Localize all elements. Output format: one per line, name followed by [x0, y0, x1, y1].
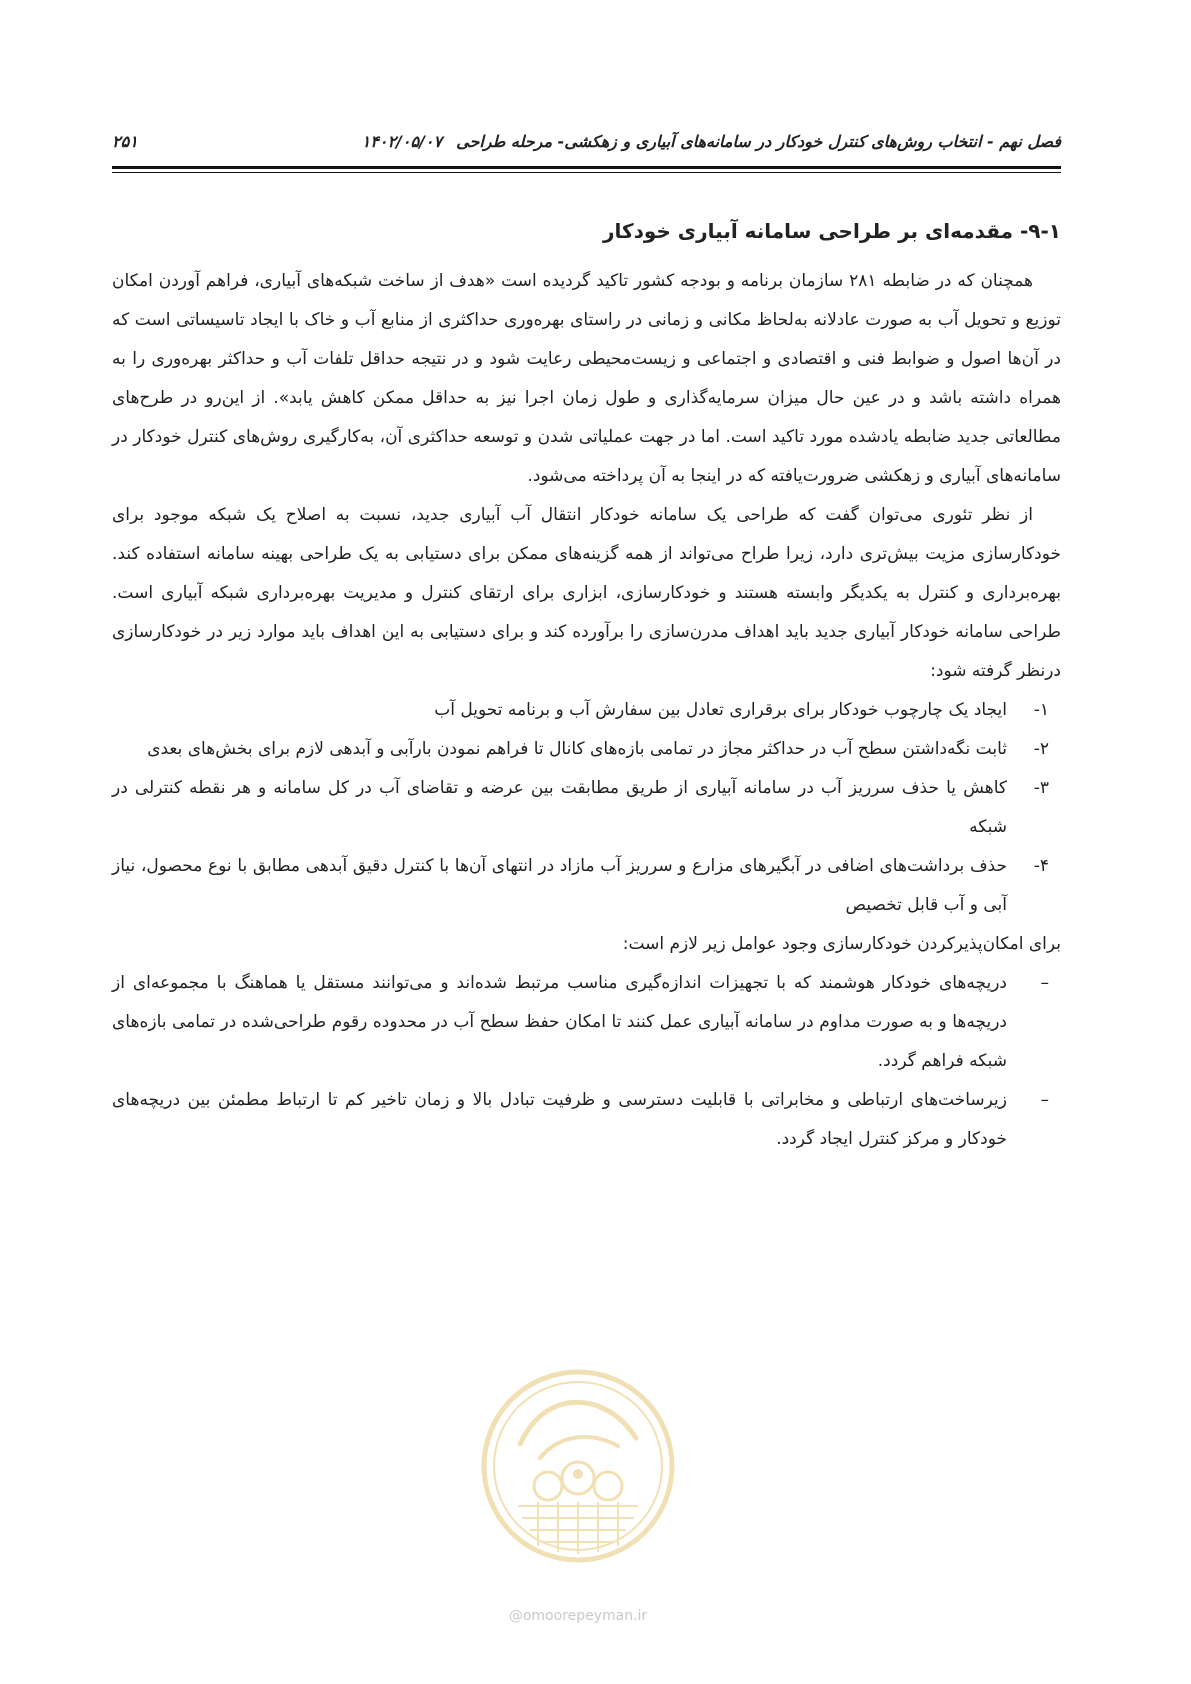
list-item	[112, 964, 1061, 1081]
list-item	[112, 691, 1061, 730]
list-item-text: ثابت نگه‌داشتن سطح آب در حداکثر مجاز در تمامی بازه‌های کانال تا فراهم نمودن بارآبی و آبدهی لازم برای بخش‌های بعدی	[147, 739, 1007, 759]
list-item-text: دریچه‌های خودکار هوشمند که با تجهیزات اندازه‌گیری مناسب مرتبط شده‌اند و می‌توانند مستقل یا هماهنگ با مجموعه‌ای از دریچه‌ها و به صورت مداوم در سامانه آبیاری عمل کنند تا امکان حفظ سطح آب در محدوده رقوم طراحی‌شده در تمامی بازه‌های شبکه فراهم گردد.	[112, 973, 1007, 1071]
list-item	[112, 1081, 1061, 1159]
page-number: ۲۵۱	[112, 132, 138, 151]
bullet-dash: –	[1040, 973, 1049, 993]
bullet-dash: –	[1040, 1090, 1049, 1110]
header-title-line	[362, 132, 1061, 151]
header-date: ۱۴۰۲/۰۵/۰۷	[361, 132, 443, 151]
list-marker: ۴-	[1033, 856, 1049, 876]
section-heading: ۹-۱- مقدمه‌ای بر طراحی سامانه آبیاری خودکار	[602, 219, 1061, 243]
list-item-text: کاهش یا حذف سرریز آب در سامانه آبیاری از طریق مطابقت بین عرضه و تقاضای آب در کل سامانه و هر نقطه کنترلی در شبکه	[112, 778, 1007, 837]
list-item-text: زیرساخت‌های ارتباطی و مخابراتی با قابلیت دسترسی و ظرفیت تبادل بالا و زمان تاخیر کم تا ارتباط مطمئن بین دریچه‌های خودکار و مرکز کنترل ایجاد گردد.	[112, 1090, 1007, 1149]
list-item	[112, 769, 1061, 847]
running-header	[112, 126, 1061, 166]
header-chapter-title: فصل نهم - انتخاب روش‌های کنترل خودکار در سامانه‌های آبیاری و زهکشی- مرحله طراحی	[456, 132, 1061, 151]
watermark-site: @omoorepeyman.ir	[508, 1608, 648, 1624]
list-item	[112, 847, 1061, 925]
header-divider	[112, 166, 1061, 169]
paragraph-theory: از نظر تئوری می‌توان گفت که طراحی یک سامانه خودکار انتقال آب آبیاری جدید، نسبت به اصلاح یک شبکه موجود برای خودکارسازی مزیت بیش‌تری دارد، زیرا طراح می‌تواند از همه گزینه‌های ممکن برای دستیابی به یک طراحی بهینه سامانه استفاده کند. بهره‌برداری و کنترل به یکدیگر وابسته هستند و خودکارسازی، ابزاری برای ارتقای کنترل و مدیریت بهره‌برداری شبکه آبیاری است. طراحی سامانه خودکار آبیاری جدید باید اهداف مدرن‌سازی را برآورده کند و برای دستیابی به این اهداف باید موارد زیر در خودکارسازی درنظر گرفته شود:	[112, 505, 1061, 681]
paragraph-intro: همچنان که در ضابطه ۲۸۱ سازمان برنامه و بودجه کشور تاکید گردیده است «هدف از ساخت شبکه‌های آبیاری، فراهم آوردن امکان توزیع و تحویل آب به صورت عادلانه به‌لحاظ مکانی و زمانی در راستای بهره‌وری حداکثری از منابع آب و خاک با ایجاد تاسیساتی است که در آن‌ها اصول و ضوابط فنی و اقتصادی و اجتماعی و زیست‌محیطی رعایت شود و در نتیجه حداقل تلفات آب و حداکثر بهره‌وری را به همراه داشته باشد و در عین حال میزان سرمایه‌گذاری و طول زمان اجرا نیز به حداقل ممکن کاهش یابد». از این‌رو در طرح‌های مطالعاتی جدید ضابطه یادشده مورد تاکید است. اما در جهت عملیاتی شدن و توسعه حداکثری آن، به‌کارگیری روش‌های کنترل خودکار در سامانه‌های آبیاری و زهکشی ضرورت‌یافته که در اینجا به آن پرداخته می‌شود.	[112, 271, 1061, 486]
requirements-intro: برای امکان‌پذیرکردن خودکارسازی وجود عوامل زیر لازم است:	[622, 934, 1061, 954]
list-marker: ۲-	[1033, 739, 1049, 759]
objectives-list	[112, 691, 1061, 925]
requirements-list	[112, 964, 1061, 1159]
page-body	[112, 214, 1061, 1159]
list-item-text: ایجاد یک چارچوب خودکار برای برقراری تعادل بین سفارش آب و برنامه تحویل آب	[434, 700, 1007, 720]
list-item-text: حذف برداشت‌های اضافی در آبگیرهای مزارع و سرریز آب مازاد در انتهای آن‌ها با کنترل دقیق آبدهی مطابق با نوع محصول، نیاز آبی و آب قابل تخصیص	[112, 856, 1007, 915]
list-marker: ۳-	[1033, 778, 1049, 798]
list-item	[112, 730, 1061, 769]
seal-logo-icon	[478, 1366, 678, 1566]
list-marker: ۱-	[1033, 700, 1049, 720]
